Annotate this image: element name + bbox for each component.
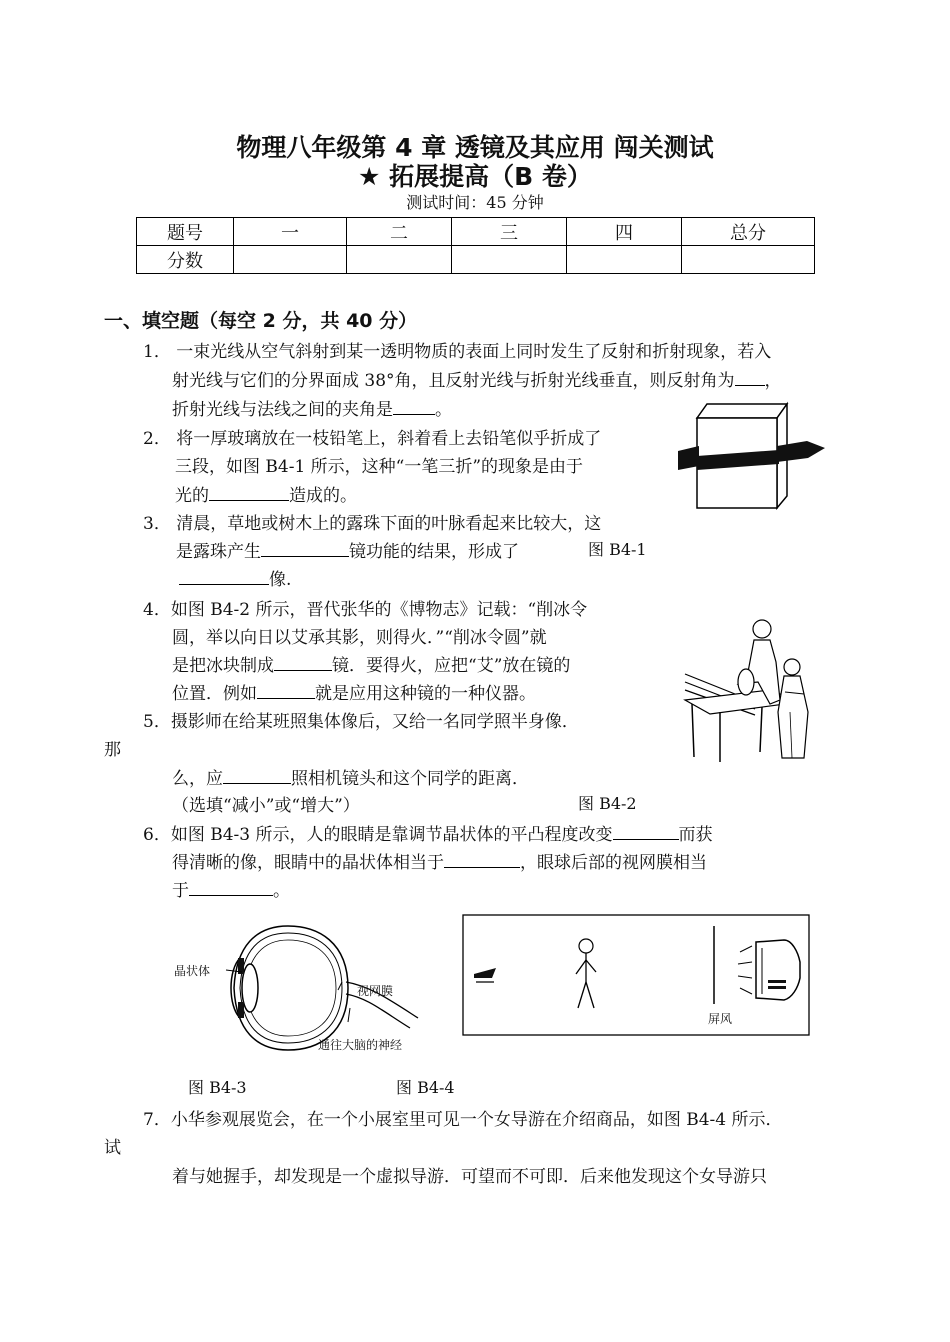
q1-line1: 1． 一束光线从空气斜射到某一透明物质的表面上同时发生了反射和折射现象，若入 [143, 342, 772, 362]
answer-blank[interactable] [274, 656, 332, 671]
answer-blank[interactable] [735, 371, 765, 386]
q5-line2: 么，应 照相机镜头和这个同学的距离． [172, 769, 529, 789]
q1-line2: 射光线与它们的分界面成 38°角，且反射光线与折射光线垂直，则反射角为 ， [172, 371, 782, 391]
q4-line2: 圆，举以向日以艾承其影，则得火．”“削冰令圆”就 [172, 628, 547, 648]
figure-b44-virtual-guide [462, 912, 812, 1037]
figure-caption-b42: 图 B4-2 [578, 794, 637, 813]
q3-line2: 是露珠产生 镜功能的结果，形成了 [176, 542, 519, 562]
figure-caption-b41: 图 B4-1 [588, 540, 647, 559]
figure-b42-ice-lens-illustration [680, 612, 830, 772]
answer-blank[interactable] [257, 684, 315, 699]
page-subtitle: ★ 拓展提高（B 卷） [358, 162, 592, 191]
table-cell: 分数 [137, 246, 234, 274]
q2-line1: 2． 将一厚玻璃放在一枝铅笔上，斜着看上去铅笔似乎折成了 [143, 429, 602, 449]
table-row [137, 218, 815, 246]
screen-label: 屏风 [708, 1012, 733, 1026]
q4-line4: 位置．例如 就是应用这种镜的一种仪器。 [172, 684, 536, 704]
q7-line2: 着与她握手，却发现是一个虚拟导游．可望而不可即．后来他发现这个女导游只 [172, 1167, 767, 1187]
answer-blank[interactable] [189, 881, 273, 896]
q5-line3: （选填“减小”或“增大”） [172, 796, 360, 816]
figure-b41-glass-pencil [675, 396, 830, 514]
answer-blank[interactable] [209, 486, 289, 501]
answer-blank[interactable] [393, 400, 435, 415]
q5-line1: 5．摄影师在给某班照集体像后，又给一名同学照半身像． [143, 712, 579, 732]
table-cell: 题号 [137, 218, 234, 246]
q5-line1-wrap: 那 [104, 740, 121, 760]
q2-line2: 三段，如图 B4-1 所示，这种“一笔三折”的现象是由于 [175, 457, 584, 477]
table-row [137, 246, 815, 274]
table-cell: 四 [567, 218, 682, 246]
q7-line1: 7．小华参观展览会，在一个小展室里可见一个女导游在介绍商品，如图 B4-4 所示． [143, 1110, 783, 1130]
page-title: 物理八年级第 4 章 透镜及其应用 闯关测试 [236, 133, 714, 162]
score-input-cell[interactable] [452, 246, 567, 274]
table-cell: 三 [452, 218, 567, 246]
table-cell: 总分 [682, 218, 815, 246]
score-input-cell[interactable] [234, 246, 347, 274]
answer-blank[interactable] [444, 853, 520, 868]
answer-blank[interactable] [613, 825, 679, 840]
score-table [136, 217, 815, 274]
q7-line1-wrap: 试 [104, 1138, 121, 1158]
section-title: 一、填空题（每空 2 分，共 40 分） [104, 310, 418, 332]
answer-blank[interactable] [261, 542, 349, 557]
q3-line3: 像. [179, 565, 291, 590]
eye-label-lens: 晶状体 [174, 964, 211, 978]
q2-line3: 光的 造成的。 [175, 486, 357, 506]
score-input-cell[interactable] [682, 246, 815, 274]
eye-label-nerve: 通往大脑的神经 [318, 1038, 403, 1052]
answer-blank[interactable] [179, 570, 269, 585]
table-cell: 二 [347, 218, 452, 246]
eye-label-retina: 视网膜 [357, 984, 394, 998]
q6-line3: 于 。 [172, 881, 290, 901]
q4-line1: 4．如图 B4-2 所示，晋代张华的《博物志》记载：“削冰令 [143, 600, 588, 620]
figure-caption-b44: 图 B4-4 [396, 1078, 455, 1097]
q6-line1: 6．如图 B4-3 所示，人的眼睛是靠调节晶状体的平凸程度改变 而获 [143, 825, 713, 845]
q1-line3: 折射光线与法线之间的夹角是 。 [172, 400, 452, 420]
q6-line2: 得清晰的像，眼睛中的晶状体相当于 ，眼球后部的视网膜相当 [172, 853, 707, 873]
score-input-cell[interactable] [347, 246, 452, 274]
test-time: 测试时间：45 分钟 [406, 193, 544, 212]
table-cell: 一 [234, 218, 347, 246]
q4-line3: 是把冰块制成 镜．要得火，应把“艾”放在镜的 [172, 656, 571, 676]
figure-caption-b43: 图 B4-3 [188, 1078, 247, 1097]
answer-blank[interactable] [223, 769, 291, 784]
score-input-cell[interactable] [567, 246, 682, 274]
q3-line1: 3． 清晨，草地或树木上的露珠下面的叶脉看起来比较大，这 [143, 514, 602, 534]
